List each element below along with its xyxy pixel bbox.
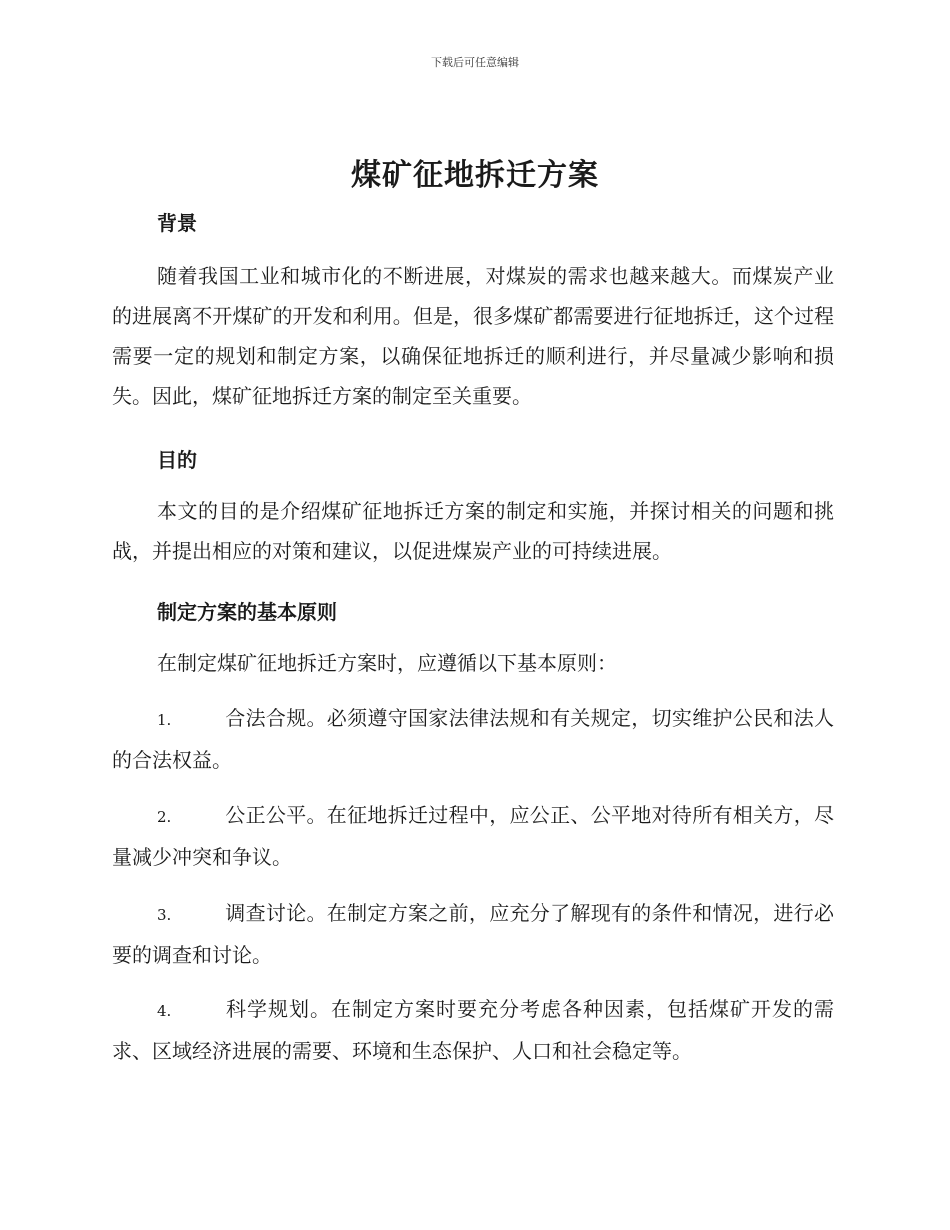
list-item-1 [112,698,834,780]
document-title: 煤矿征地拆迁方案 [351,158,599,193]
list-item-3 [112,893,834,975]
list-item-text: 调查讨论。在制定方案之前，应充分了解现有的条件和情况，进行必要的调查和讨论。 [112,901,834,967]
section-heading-background: 背景 [157,211,197,235]
section-heading-purpose: 目的 [157,448,197,472]
list-item-number: 4. [157,1002,172,1020]
list-item-number: 2. [157,808,172,826]
list-item-text: 合法合规。必须遵守国家法律法规和有关规定，切实维护公民和法人的合法权益。 [112,706,834,772]
list-item-number: 1. [157,711,172,729]
list-item-text: 公正公平。在征地拆迁过程中，应公正、公平地对待所有相关方，尽量减少冲突和争议。 [112,803,834,869]
list-item-4 [112,989,834,1071]
paragraph-principles-intro: 在制定煤矿征地拆迁方案时，应遵循以下基本原则： [157,651,617,675]
list-item-text: 科学规划。在制定方案时要充分考虑各种因素，包括煤矿开发的需求、区域经济进展的需要、环境和生态保护、人口和社会稳定等。 [112,997,834,1063]
list-item-2 [112,795,834,877]
page-header-note: 下载后可任意编辑 [431,56,519,69]
list-item-number: 3. [157,906,172,924]
paragraph-background: 随着我国工业和城市化的不断进展，对煤炭的需求也越来越大。而煤炭产业的进展离不开煤矿的开发和利用。但是，很多煤矿都需要进行征地拆迁，这个过程需要一定的规划和制定方案，以确保征地拆迁的顺利进行，并尽量减少影响和损失。因此，煤矿征地拆迁方案的制定至关重要。 [112,264,834,408]
paragraph-purpose: 本文的目的是介绍煤矿征地拆迁方案的制定和实施，并探讨相关的问题和挑战，并提出相应的对策和建议，以促进煤炭产业的可持续进展。 [112,499,834,563]
section-heading-principles: 制定方案的基本原则 [157,600,337,624]
